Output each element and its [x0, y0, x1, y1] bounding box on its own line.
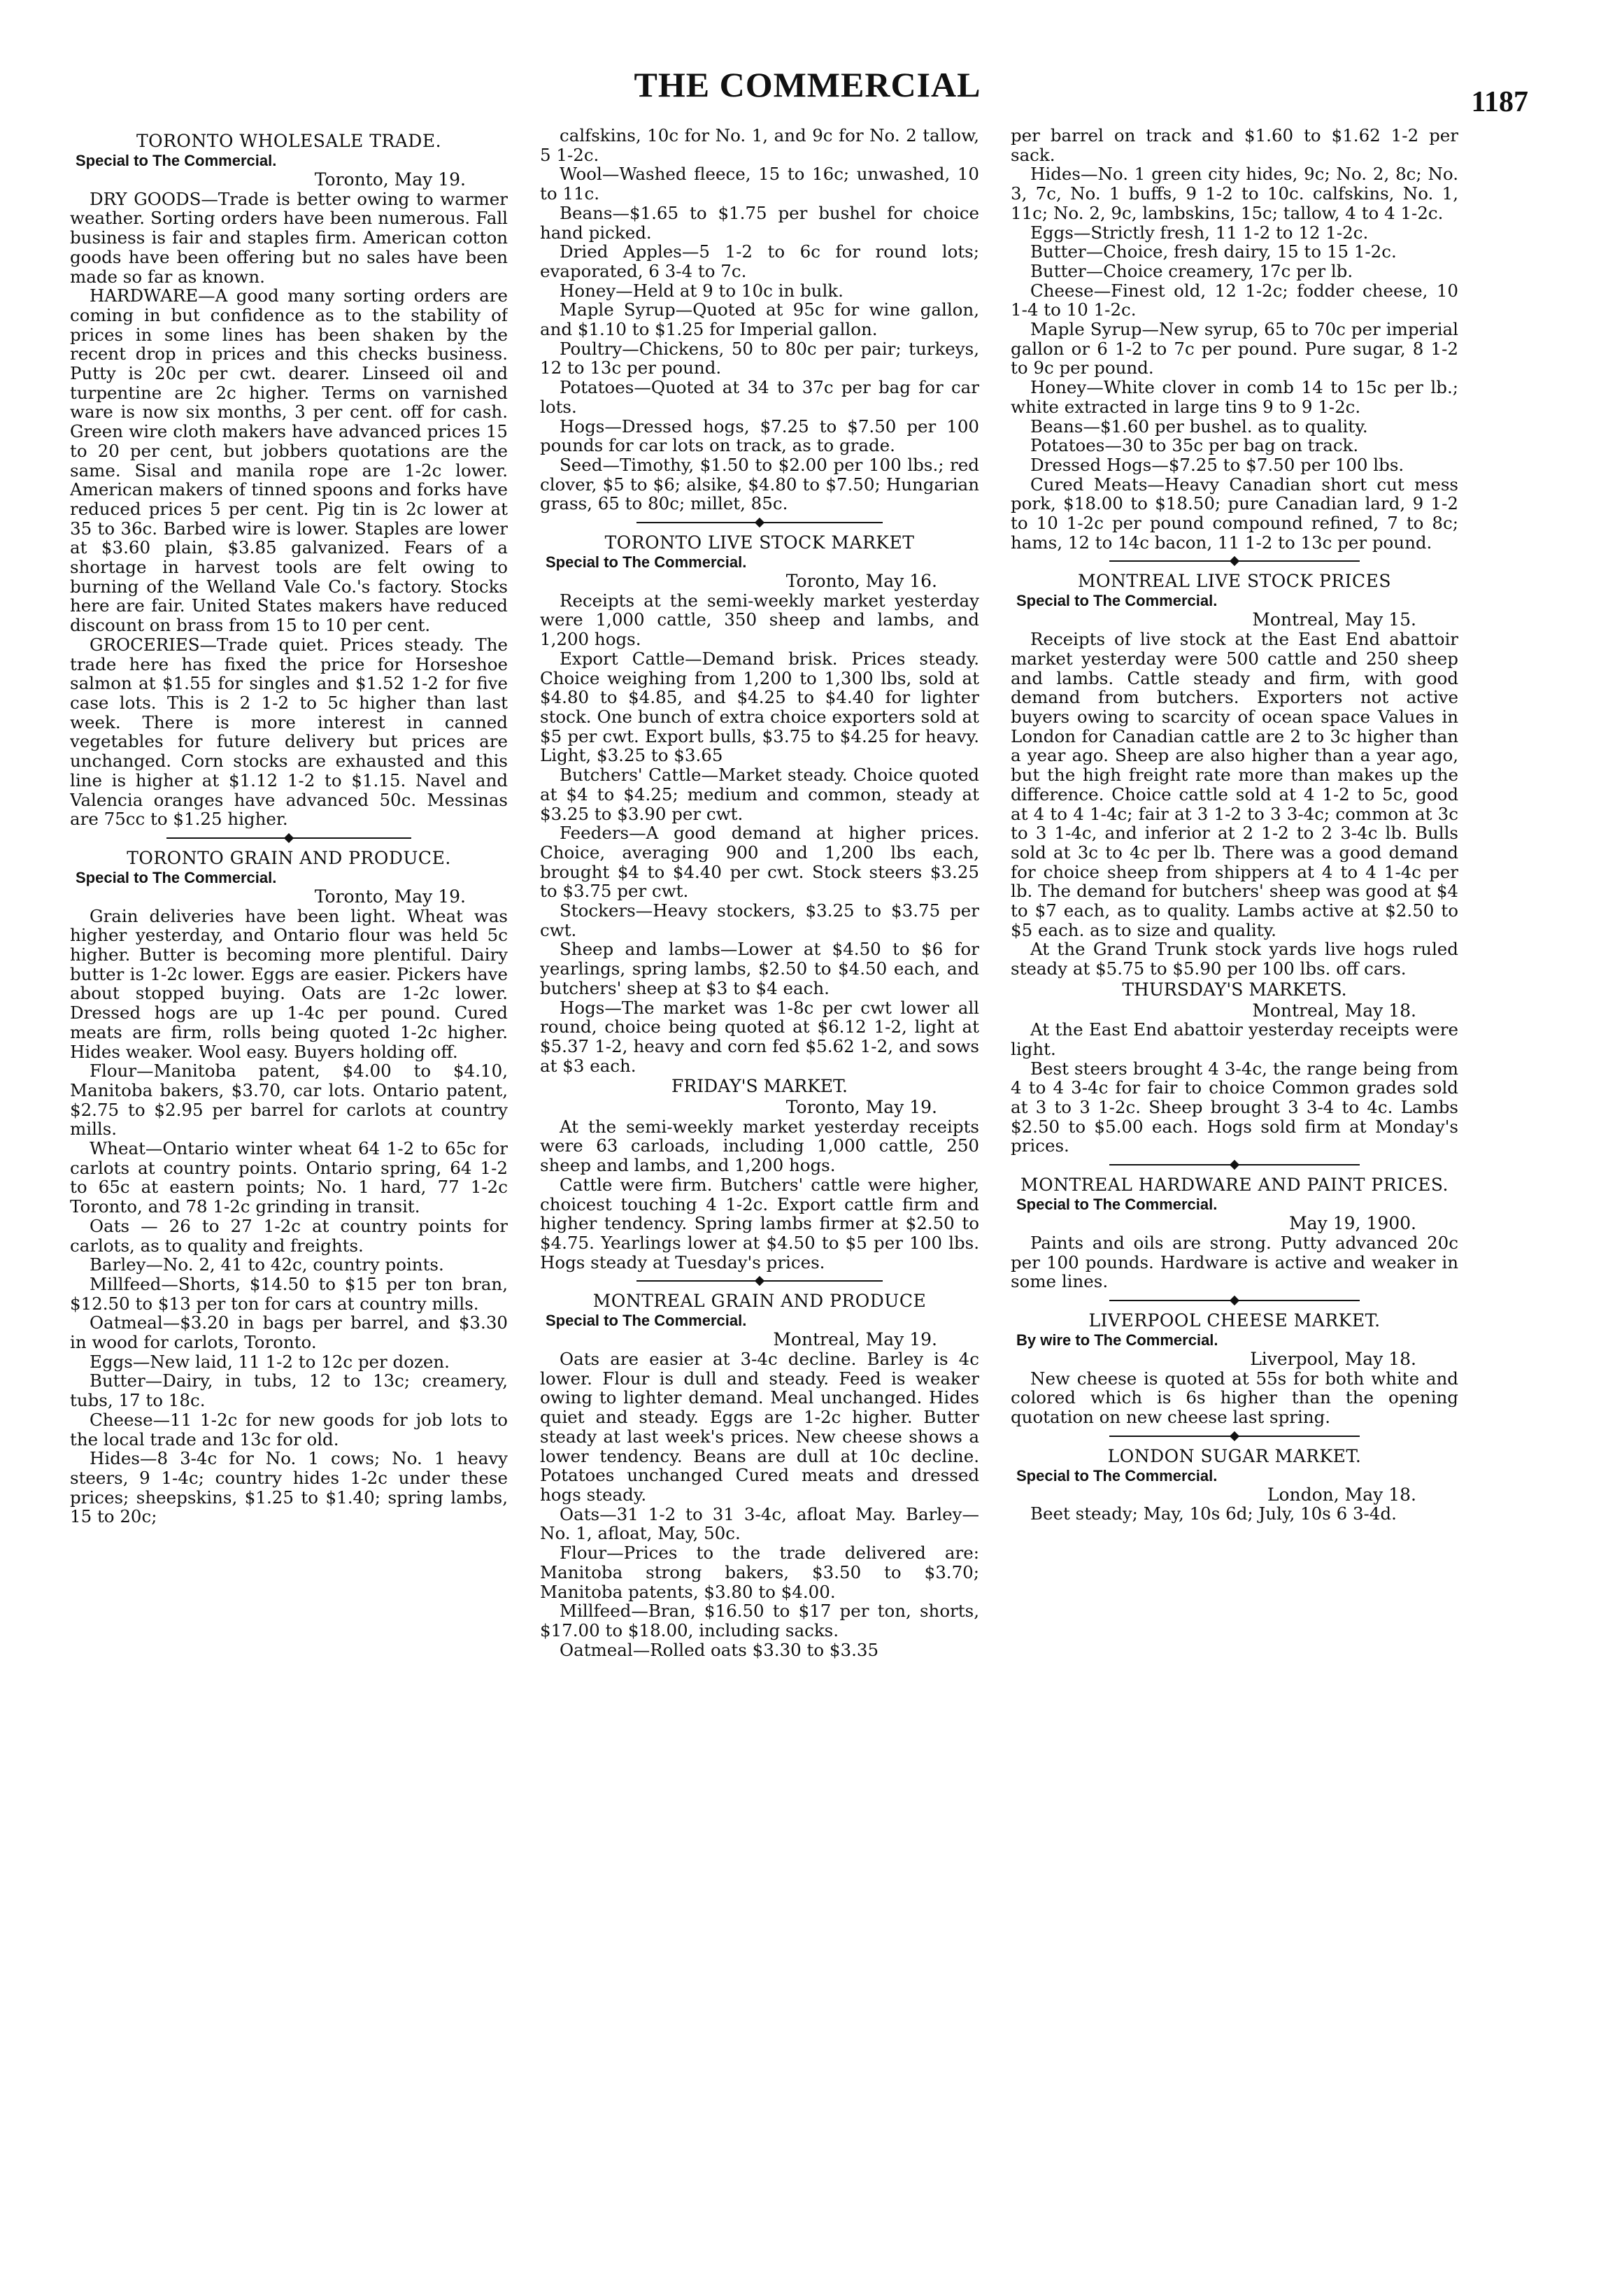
paragraph: Receipts at the semi-weekly market yesterday were 1,000 cattle, 350 sheep and lambs, and 1,200 hogs.	[540, 590, 979, 650]
dateline: May 19, 1900.	[1289, 1213, 1416, 1234]
paragraph: At the East End abattoir yesterday receipts were light.	[1011, 1019, 1458, 1059]
paragraph: Receipts of live stock at the East End abattoir market yesterday were 500 cattle and 250 sheep and lambs. Cattle steady and firm, with good demand from butchers. Exporters not active buyers owing to scarcity of ocean space Values in London for Canadian cattle are 2 to 3c higher than a year ago. Sheep are also higher than a year ago, but the high freight rate more than makes up the difference. Choice cattle sold at 4 1-2 to 5c, good at 4 to 4 1-4c; fair at 3 1-2 to 3 3-4c; common at 3c to 3 1-4c, and inferior at 2 1-2 to 2 3-4c lb. Bulls sold at 3c to 4c per lb. There was a good demand for choice sheep from shippers at 4 to 4 1-4c per lb. The demand for butchers' sheep was good at $4 to $7 each, as to quality. Lambs active at $2.50 to $5 each. as to size and quality.	[1011, 629, 1458, 940]
paragraph: Poultry—Chickens, 50 to 80c per pair; turkeys, 12 to 13c per pound.	[540, 338, 979, 378]
byline: Special to The Commercial.	[546, 553, 747, 572]
section-divider	[1011, 1431, 1458, 1441]
paragraph: Eggs—New laid, 11 1-2 to 12c per dozen.	[90, 1351, 450, 1372]
paragraph: Cheese—Finest old, 12 1-2c; fodder cheese, 10 1-4 to 10 1-2c.	[1011, 280, 1458, 320]
paragraph: Hogs—The market was 1-8c per cwt lower all round, choice being quoted at $6.12 1-2, light at $5.37 1-2, heavy and corn fed $5.62 1-2, and sows at $3 each.	[540, 997, 979, 1076]
paragraph: Oatmeal—$3.20 in bags per barrel, and $3.30 in wood for carlots, Toronto.	[70, 1312, 508, 1353]
paragraph: Oats—31 1-2 to 31 3-4c, afloat May. Barley—No. 1, afloat, May, 50c.	[540, 1503, 979, 1544]
section-title: MONTREAL GRAIN AND PRODUCE	[592, 1291, 927, 1312]
section-title: MONTREAL HARDWARE AND PAINT PRICES.	[1020, 1175, 1449, 1196]
section-title: LIVERPOOL CHEESE MARKET.	[1088, 1310, 1381, 1331]
section-title: MONTREAL LIVE STOCK PRICES	[1077, 571, 1392, 592]
dateline: Montreal, May 18.	[1252, 1000, 1416, 1021]
paragraph: Beet steady; May, 10s 6d; July, 10s 6 3-4d.	[1030, 1503, 1397, 1524]
section-title: LONDON SUGAR MARKET.	[1107, 1445, 1362, 1466]
paragraph: Seed—Timothy, $1.50 to $2.00 per 100 lbs.; red clover, $5 to $6; alsike, $4.80 to $7.50; Hungarian grass, 65 to 80c; millet, 85c.	[540, 454, 979, 514]
paragraph: Grain deliveries have been light. Wheat was higher yesterday, and Ontario flour was held 5c higher. Butter is becoming more plentiful. Dairy butter is 1-2c lower. Eggs are easier. Pickers have about stopped buying. Oats are 1-2c lower. Dressed hogs are up 1-4c per pound. Cured meats are firm, rolls being quoted 1-2c higher. Hides weaker. Wool easy. Buyers holding off.	[70, 905, 508, 1062]
column-1	[70, 126, 508, 2274]
paragraph: At the Grand Trunk stock yards live hogs ruled steady at $5.75 to $5.90 per 100 lbs. off cars.	[1011, 939, 1458, 979]
byline: Special to The Commercial.	[546, 1312, 747, 1330]
paragraph: At the semi-weekly market yesterday receipts were 63 carloads, including 1,000 cattle, 250 sheep and lambs, and 1,200 hogs.	[540, 1116, 979, 1176]
paragraph: Sheep and lambs—Lower at $4.50 to $6 for yearlings, spring lambs, $2.50 to $4.50 each, and butchers' sheep at $3 to $4 each.	[540, 939, 979, 998]
paragraph: HARDWARE—A good many sorting orders are coming in but confidence as to the stability of prices in some lines has been shaken by the recent drop in prices and this checks business. Putty is 20c per cwt. dearer. Linseed oil and turpentine are 2c higher. Terms on varnished ware is now six months, 3 per cent. off for cash. Green wire cloth makers have advanced prices 15 to 20 per cent, but jobbers quotations are the same. Sisal and manila rope are 1-2c lower. American makers of tinned spoons and forks have reduced prices 5 per cent. Pig tin is 2c lower at 35 to 36c. Barbed wire is lower. Staples are lower at $3.60 plain, $3.85 galvanized. Fears of a shortage in harvest tools are felt owing to burning of the Welland Vale Co.'s factory. Stocks here are fair. United States makers have reduced discount on brass from 15 to 10 per cent.	[70, 285, 508, 636]
subheading: THURSDAY'S MARKETS.	[1122, 979, 1347, 1000]
section-divider	[70, 833, 508, 843]
section-divider	[1011, 556, 1458, 566]
paragraph: Dressed Hogs—$7.25 to $7.50 per 100 lbs.	[1030, 454, 1404, 475]
column-2	[540, 126, 979, 2274]
paragraph: Maple Syrup—Quoted at 95c for wine gallon, and $1.10 to $1.25 for Imperial gallon.	[540, 299, 979, 340]
dateline: Toronto, May 19.	[314, 886, 466, 907]
paragraph: DRY GOODS—Trade is better owing to warmer weather. Sorting orders have been numerous. Fall business is fair and staples firm. American cotton goods have been offering but no sales have been made so far as known.	[70, 188, 508, 287]
paragraph: Barley—No. 2, 41 to 42c, country points.	[90, 1254, 444, 1275]
section-title: TORONTO WHOLESALE TRADE.	[136, 131, 442, 151]
paragraph: Flour—Manitoba patent, $4.00 to $4.10, Manitoba bakers, $3.70, car lots. Ontario patent, $2.75 to $2.95 per barrel for carlots at country mills.	[70, 1061, 508, 1140]
paragraph: Feeders—A good demand at higher prices. Choice, averaging 900 and 1,200 lbs each, brought $4 to $4.40 per cwt. Stock steers $3.25 to $3.75 per cwt.	[540, 823, 979, 902]
paragraph: Millfeed—Bran, $16.50 to $17 per ton, shorts, $17.00 to $18.00, including sacks.	[540, 1601, 979, 1640]
paragraph: Flour—Prices to the trade delivered are: Manitoba strong bakers, $3.50 to $3.70; Manitoba patents, $3.80 to $4.00.	[540, 1543, 979, 1602]
paragraph: Maple Syrup—New syrup, 65 to 70c per imperial gallon or 6 1-2 to 7c per pound. Pure sugar, 8 1-2 to 9c per pound.	[1011, 319, 1458, 378]
paragraph: Potatoes—Quoted at 34 to 37c per bag for car lots.	[540, 377, 979, 417]
dateline: Toronto, May 16.	[785, 571, 937, 592]
dateline: Liverpool, May 18.	[1250, 1348, 1416, 1369]
section-divider	[1011, 1296, 1458, 1305]
paragraph: Millfeed—Shorts, $14.50 to $15 per ton bran, $12.50 to $13 per ton for cars at country mills.	[70, 1273, 508, 1314]
byline: Special to The Commercial.	[76, 152, 277, 169]
column-3	[1011, 126, 1458, 2274]
paragraph: Wheat—Ontario winter wheat 64 1-2 to 65c for carlots at country points. Ontario spring, 64 1-2 to 65c at eastern points; No. 1 hard, 77 1-2c Toronto, and 78 1-2c grinding in transit.	[70, 1138, 508, 1217]
masthead: THE COMMERCIAL	[634, 65, 981, 104]
byline: Special to The Commercial.	[1016, 1466, 1218, 1484]
paragraph: Oats — 26 to 27 1-2c at country points for carlots, as to quality and freights.	[70, 1215, 508, 1256]
dateline: Toronto, May 19.	[314, 169, 466, 190]
byline: By wire to The Commercial.	[1016, 1331, 1218, 1349]
subheading: FRIDAY'S MARKET.	[671, 1076, 848, 1097]
byline: Special to The Commercial.	[76, 868, 277, 886]
section-title: TORONTO LIVE STOCK MARKET	[604, 532, 915, 553]
dateline: London, May 18.	[1267, 1484, 1416, 1505]
paragraph: Export Cattle—Demand brisk. Prices steady. Choice weighing from 1,200 to 1,300 lbs, sold at $4.80 to $4.85, and $4.25 to $4.40 for lighter stock. One bunch of extra choice exporters sold at $5 per cwt. Export bulls, $3.75 to $4.25 for heavy. Light, $3.25 to $3.65	[540, 648, 979, 766]
paragraph: Wool—Washed fleece, 15 to 16c; unwashed, 10 to 11c.	[540, 164, 979, 204]
paragraph: Honey—Held at 9 to 10c in bulk.	[560, 280, 844, 301]
paragraph: calfskins, 10c for No. 1, and 9c for No. 2 tallow, 5 1-2c.	[540, 126, 979, 165]
dateline: Montreal, May 19.	[773, 1329, 937, 1350]
paragraph: Hides—8 3-4c for No. 1 cows; No. 1 heavy steers, 9 1-4c; country hides 1-2c under these prices; sheepskins, $1.25 to $1.40; spring lambs, 15 to 20c;	[70, 1448, 508, 1527]
paragraph: Beans—$1.65 to $1.75 per bushel for choice hand picked.	[540, 202, 979, 243]
page-number: 1187	[1471, 86, 1528, 118]
paragraph: Potatoes—30 to 35c per bag on track.	[1030, 435, 1359, 456]
paragraph: Cattle were firm. Butchers' cattle were higher, choicest touching 4 1-2c. Export cattle firm and higher tendency. Spring lambs firmer at $2.50 to $4.75. Yearlings lower at $4.50 to $5 per 100 lbs. Hogs steady at Tuesday's prices.	[540, 1174, 979, 1273]
paragraph: Oatmeal—Rolled oats $3.30 to $3.35	[560, 1639, 879, 1660]
dateline: Montreal, May 15.	[1252, 609, 1416, 630]
paragraph: Cured Meats—Heavy Canadian short cut mess pork, $18.00 to $18.50; pure Canadian lard, 9 1-2 to 10 1-2c per pound compound refined, 7 to 8c; hams, 12 to 14c bacon, 11 1-2 to 13c per pound.	[1011, 474, 1458, 553]
byline: Special to The Commercial.	[1016, 592, 1218, 610]
byline: Special to The Commercial.	[1016, 1196, 1218, 1214]
section-divider	[540, 1276, 979, 1286]
paragraph: Butter—Choice creamery, 17c per lb.	[1030, 260, 1353, 281]
paragraph: per barrel on track and $1.60 to $1.62 1-2 per sack.	[1011, 126, 1458, 165]
paragraph: Dried Apples—5 1-2 to 6c for round lots; evaporated, 6 3-4 to 7c.	[540, 241, 979, 281]
paragraph: New cheese is quoted at 55s for both white and colored which is 6s higher than the opening quotation on new cheese last spring.	[1011, 1368, 1458, 1428]
section-divider	[540, 518, 979, 527]
paragraph: GROCERIES—Trade quiet. Prices steady. The trade here has fixed the price for Horseshoe salmon at $1.55 for singles and $1.52 1-2 for five case lots. This is 2 1-2 to 5c higher than last week. There is more interest in canned vegetables for future delivery but prices are unchanged. Corn stocks are exhausted and this line is higher at $1.12 1-2 to $1.15. Navel and Valencia oranges have advanced 50c. Messinas are 75cc to $1.25 higher.	[70, 634, 508, 830]
paragraph: Hides—No. 1 green city hides, 9c; No. 2, 8c; No. 3, 7c, No. 1 buffs, 9 1-2 to 10c. calfskins, No. 1, 11c; No. 2, 9c, lambskins, 15c; tallow, 4 to 4 1-2c.	[1011, 164, 1458, 223]
paragraph: Hogs—Dressed hogs, $7.25 to $7.50 per 100 pounds for car lots on track, as to grade.	[540, 416, 979, 456]
paragraph: Oats are easier at 3-4c decline. Barley is 4c lower. Flour is dull and steady. Feed is weaker owing to lighter demand. Meal unchanged. Hides quiet and steady. Eggs are 1-2c higher. Butter steady at last week's prices. New cheese shows a lower tendency. Beans are dull at 10c decline. Potatoes unchanged Cured meats and dressed hogs steady.	[540, 1349, 979, 1505]
paragraph: Best steers brought 4 3-4c, the range being from 4 to 4 3-4c for fair to choice Common grades sold at 3 to 3 1-2c. Sheep brought 3 3-4 to 4c. Lambs $2.50 to $5.00 each. Hogs sold firm at Monday's prices.	[1011, 1058, 1458, 1156]
paragraph: Butter—Dairy, in tubs, 12 to 13c; creamery, tubs, 17 to 18c.	[70, 1370, 508, 1411]
dateline: Toronto, May 19.	[785, 1097, 937, 1118]
paragraph: Eggs—Strictly fresh, 11 1-2 to 12 1-2c.	[1030, 222, 1369, 243]
paragraph: Honey—White clover in comb 14 to 15c per lb.; white extracted in large tins 9 to 9 1-2c.	[1011, 377, 1458, 417]
paragraph: Cheese—11 1-2c for new goods for job lots to the local trade and 13c for old.	[70, 1409, 508, 1450]
paragraph: Beans—$1.60 per bushel. as to quality.	[1030, 416, 1368, 437]
paragraph: Butchers' Cattle—Market steady. Choice quoted at $4 to $4.25; medium and common, steady at $3.25 to $3.90 per cwt.	[540, 765, 979, 824]
paragraph: Butter—Choice, fresh dairy, 15 to 15 1-2c.	[1030, 241, 1397, 262]
section-title: TORONTO GRAIN AND PRODUCE.	[127, 847, 451, 868]
paragraph: Paints and oils are strong. Putty advanced 20c per 100 pounds. Hardware is active and weaker in some lines.	[1011, 1232, 1458, 1292]
section-divider	[1011, 1160, 1458, 1170]
paragraph: Stockers—Heavy stockers, $3.25 to $3.75 per cwt.	[540, 900, 979, 940]
